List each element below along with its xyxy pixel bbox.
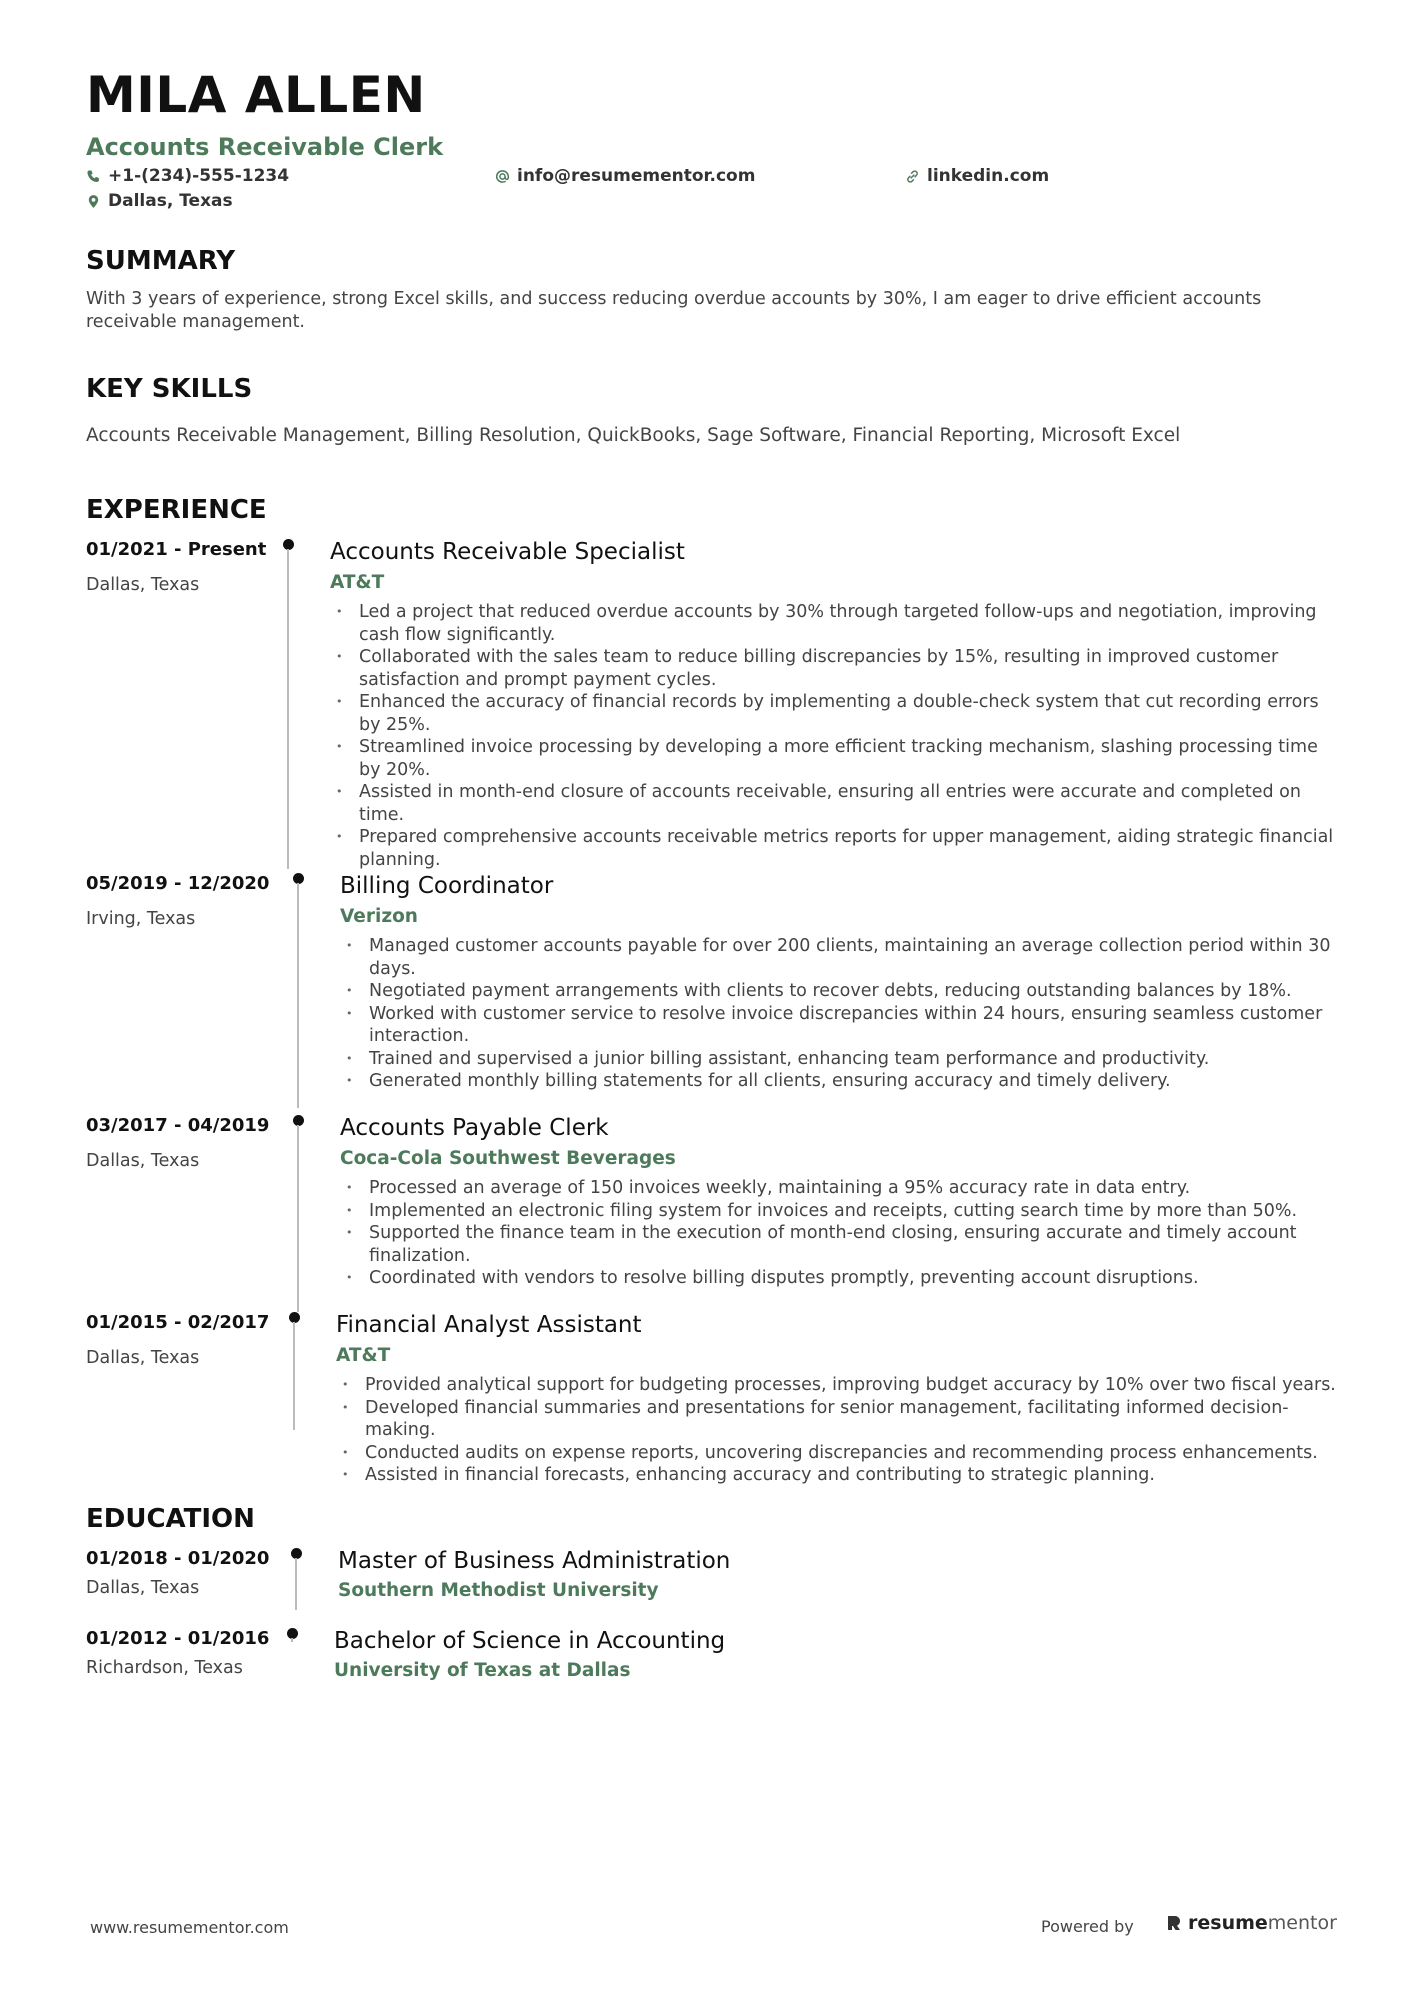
bullet-item: • Trained and supervised a junior billing assistant, enhancing team performance and productivity. [340, 1048, 1340, 1071]
bullet-item: • Led a project that reduced overdue accounts by 30% through targeted follow-ups and negotiation, improving cash flow significantly. [330, 601, 1340, 646]
footer-powered-by: Powered by [1041, 1917, 1134, 1936]
education-school: Southern Methodist University [338, 1580, 659, 1601]
bullet-item: • Implemented an electronic filing system for invoices and receipts, cutting search time by more than 50%. [340, 1200, 1340, 1223]
job-company: AT&T [330, 572, 385, 593]
education-location: Richardson, Texas [86, 1658, 243, 1678]
skills-heading: KEY SKILLS [86, 374, 253, 404]
bullet-item: • Collaborated with the sales team to reduce billing discrepancies by 15%, resulting in improved customer satisfaction and prompt payment cycles. [330, 646, 1340, 691]
education-location: Dallas, Texas [86, 1578, 200, 1598]
job-bullets [336, 1374, 1346, 1487]
resumementor-logo-icon [1166, 1914, 1182, 1932]
bullet-item: • Worked with customer service to resolve invoice discrepancies within 24 hours, ensuring seamless customer interaction. [340, 1003, 1340, 1048]
footer-brand-logo[interactable] [1166, 1912, 1337, 1934]
job-date: 01/2021 - Present [86, 539, 267, 560]
timeline-line [287, 549, 289, 869]
job-bullets [340, 935, 1340, 1093]
candidate-role: Accounts Receivable Clerk [86, 133, 444, 161]
experience-entry [86, 1115, 1326, 1305]
experience-entry [86, 539, 1334, 870]
education-degree: Master of Business Administration [338, 1548, 731, 1574]
experience-entry [86, 873, 1331, 1103]
summary-text: With 3 years of experience, strong Excel skills, and success reducing overdue accounts by 30%, I am eager to drive efficient accounts receivable management. [86, 289, 1262, 332]
bullet-item: • Negotiated payment arrangements with clients to recover debts, reducing outstanding balances by 18%. [340, 980, 1340, 1003]
bullet-item: • Assisted in month-end closure of accounts receivable, ensuring all entries were accurate and completed on time. [330, 781, 1340, 826]
bullet-item: • Managed customer accounts payable for over 200 clients, maintaining an average collection period within 30 days. [340, 935, 1340, 980]
job-company: AT&T [336, 1345, 391, 1366]
timeline-line [293, 1322, 295, 1430]
job-bullets [330, 601, 1340, 871]
contact-email[interactable] [495, 166, 755, 186]
skills-text: Accounts Receivable Management, Billing Resolution, QuickBooks, Sage Software, Financial Reporting, Microsoft Excel [86, 425, 1181, 446]
bullet-item: • Assisted in financial forecasts, enhancing accuracy and contributing to strategic planning. [336, 1464, 1346, 1487]
bullet-item: • Streamlined invoice processing by developing a more efficient tracking mechanism, slashing processing time by 20%. [330, 736, 1340, 781]
education-entry [86, 1548, 1326, 1618]
job-title: Financial Analyst Assistant [336, 1312, 642, 1338]
job-location: Dallas, Texas [86, 1151, 200, 1171]
job-date: 01/2015 - 02/2017 [86, 1312, 270, 1333]
timeline-line [297, 1125, 299, 1312]
job-date: 03/2017 - 04/2019 [86, 1115, 270, 1136]
job-company: Coca-Cola Southwest Beverages [340, 1148, 676, 1169]
contact-linkedin[interactable] [905, 166, 1049, 186]
at-sign-icon [495, 169, 510, 184]
bullet-item: • Prepared comprehensive accounts receivable metrics reports for upper management, aiding strategic financial planning. [330, 826, 1340, 871]
email-text: info@resumementor.com [517, 166, 756, 186]
job-location: Dallas, Texas [86, 575, 200, 595]
timeline-line [295, 1558, 297, 1610]
map-pin-icon [86, 194, 101, 209]
bullet-item: • Developed financial summaries and presentations for senior management, facilitating informed decision-making. [336, 1397, 1346, 1442]
job-date: 05/2019 - 12/2020 [86, 873, 270, 894]
candidate-name: MILA ALLEN [86, 66, 426, 124]
timeline-line [291, 1638, 293, 1642]
footer-website[interactable]: www.resumementor.com [90, 1918, 289, 1937]
education-date: 01/2012 - 01/2016 [86, 1628, 270, 1649]
bullet-item: • Conducted audits on expense reports, uncovering discrepancies and recommending process enhancements. [336, 1442, 1346, 1465]
timeline-line [297, 883, 299, 1108]
bullet-item: • Processed an average of 150 invoices weekly, maintaining a 95% accuracy rate in data entry. [340, 1177, 1340, 1200]
education-degree: Bachelor of Science in Accounting [334, 1628, 726, 1654]
job-location: Dallas, Texas [86, 1348, 200, 1368]
education-date: 01/2018 - 01/2020 [86, 1548, 270, 1569]
experience-entry [86, 1312, 1336, 1485]
bullet-item: • Supported the finance team in the execution of month-end closing, ensuring accurate and timely account finalization. [340, 1222, 1340, 1267]
job-title: Accounts Receivable Specialist [330, 539, 685, 565]
phone-icon [86, 169, 101, 184]
bullet-item: • Coordinated with vendors to resolve billing disputes promptly, preventing account disruptions. [340, 1267, 1340, 1290]
bullet-item: • Generated monthly billing statements for all clients, ensuring accuracy and timely delivery. [340, 1070, 1340, 1093]
linkedin-text: linkedin.com [927, 166, 1050, 186]
job-title: Accounts Payable Clerk [340, 1115, 609, 1141]
bullet-item: • Provided analytical support for budgeting processes, improving budget accuracy by 10% over two fiscal years. [336, 1374, 1346, 1397]
phone-text: +1-(234)-555-1234 [108, 166, 290, 186]
education-entry [86, 1628, 1326, 1688]
job-location: Irving, Texas [86, 909, 196, 929]
experience-heading: EXPERIENCE [86, 495, 267, 525]
brand-light: mentor [1267, 1912, 1337, 1934]
education-school: University of Texas at Dallas [334, 1660, 631, 1681]
link-icon [905, 169, 920, 184]
job-bullets [340, 1177, 1340, 1290]
job-title: Billing Coordinator [340, 873, 554, 899]
job-company: Verizon [340, 906, 418, 927]
brand-bold: resume [1188, 1912, 1268, 1934]
location-text: Dallas, Texas [108, 191, 233, 211]
contact-phone [86, 166, 289, 186]
bullet-item: • Enhanced the accuracy of financial records by implementing a double-check system that cut recording errors by 25%. [330, 691, 1340, 736]
education-heading: EDUCATION [86, 1504, 255, 1534]
contact-location [86, 191, 233, 211]
summary-heading: SUMMARY [86, 246, 236, 276]
